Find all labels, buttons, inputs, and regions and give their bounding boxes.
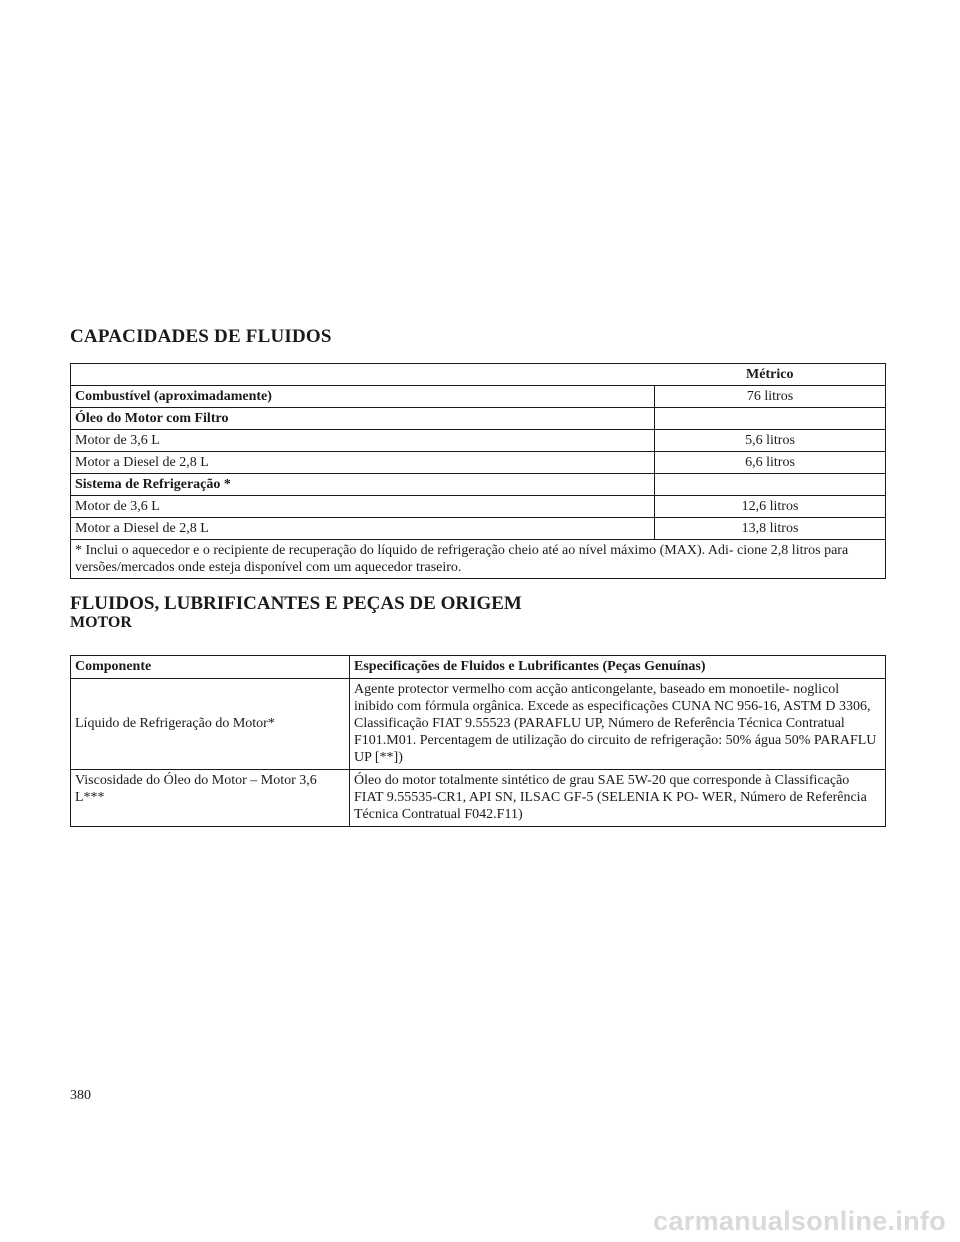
capacities-row-value xyxy=(655,408,886,430)
capacities-row-label: Motor a Diesel de 2,8 L xyxy=(71,518,655,540)
capacities-header-blank xyxy=(71,364,655,386)
capacities-row xyxy=(71,496,886,518)
capacities-row xyxy=(71,452,886,474)
fluids-header-spec: Especificações de Fluidos e Lubrificantes (Peças Genuínas) xyxy=(350,656,886,679)
fluids-subtitle: MOTOR xyxy=(70,614,132,631)
capacities-row-label: Motor a Diesel de 2,8 L xyxy=(71,452,655,474)
capacities-table xyxy=(70,363,886,579)
fluids-row-spec: Agente protector vermelho com acção anticongelante, baseado em monoetile- noglicol inibido com fórmula orgânica. Excede as especificações CUNA NC 956-16, ASTM D 3306, Classificação FIAT 9.55523 (PARAFLU UP, Número de Referência Técnica Contratual F101.M01. Percentagem de utilização do circuito de refrigeração: 50% água 50% PARAFLU UP [**]) xyxy=(350,679,886,770)
page-number: 380 xyxy=(70,1088,91,1103)
fluids-header-row xyxy=(71,656,886,679)
capacities-row-label: Sistema de Refrigeração * xyxy=(71,474,655,496)
capacities-row-label: Combustível (aproximadamente) xyxy=(71,386,655,408)
capacities-row-label: Motor de 3,6 L xyxy=(71,496,655,518)
capacities-row-value: 6,6 litros xyxy=(655,452,886,474)
capacities-row xyxy=(71,474,886,496)
capacities-row xyxy=(71,518,886,540)
capacities-title: CAPACIDADES DE FLUIDOS xyxy=(70,326,332,347)
capacities-row-value: 76 litros xyxy=(655,386,886,408)
fluids-title: FLUIDOS, LUBRIFICANTES E PEÇAS DE ORIGEM xyxy=(70,593,522,614)
capacities-row-value: 13,8 litros xyxy=(655,518,886,540)
fluids-row-component: Líquido de Refrigeração do Motor* xyxy=(71,679,350,770)
capacities-header-row xyxy=(71,364,886,386)
fluids-row-spec: Óleo do motor totalmente sintético de grau SAE 5W-20 que corresponde à Classificação FIAT 9.55535-CR1, API SN, ILSAC GF-5 (SELENIA K PO- WER, Número de Referência Técnica Contratual F042.F11) xyxy=(350,770,886,827)
fluids-row xyxy=(71,679,886,770)
fluids-table xyxy=(70,655,886,827)
capacities-row-value: 5,6 litros xyxy=(655,430,886,452)
capacities-header-metric: Métrico xyxy=(655,364,886,386)
capacities-row-label: Óleo do Motor com Filtro xyxy=(71,408,655,430)
capacities-row-value: 12,6 litros xyxy=(655,496,886,518)
watermark: carmanualsonline.info xyxy=(653,1206,946,1236)
fluids-row-component: Viscosidade do Óleo do Motor – Motor 3,6 L*** xyxy=(71,770,350,827)
capacities-row xyxy=(71,408,886,430)
capacities-footnote-row xyxy=(71,540,886,579)
fluids-header-component: Componente xyxy=(71,656,350,679)
capacities-footnote: * Inclui o aquecedor e o recipiente de recuperação do líquido de refrigeração cheio até ao nível máximo (MAX). Adi- cione 2,8 litros para versões/mercados onde esteja disponível com um aquecedor traseiro. xyxy=(71,540,886,579)
capacities-row-label: Motor de 3,6 L xyxy=(71,430,655,452)
capacities-row xyxy=(71,386,886,408)
fluids-row xyxy=(71,770,886,827)
capacities-row xyxy=(71,430,886,452)
capacities-row-value xyxy=(655,474,886,496)
